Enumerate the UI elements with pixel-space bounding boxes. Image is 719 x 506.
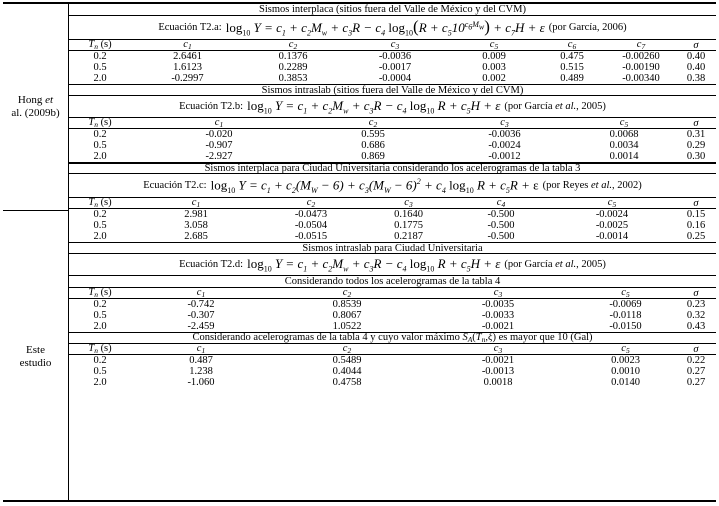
col-tn: $T_n$ (s) [88,197,112,209]
col-c1: $c_1$ [183,39,192,51]
col-c3: $c_3$ [493,287,503,299]
table-cell: 2.685 [184,231,208,242]
table-cell: 0.0023 [611,355,640,366]
equation-t2c-formula: $\log_{10} Y = c_1 + c_2(M_W - 6) + c_3(M_W - 6)^2 + c_4$ $\log_{10} R + c_5R + \varepsilon$ [210,176,539,195]
table-cell: 0.2 [93,209,107,220]
table-cell: -0.0017 [378,62,412,73]
section-1-title: Sismos interplaca (sitios fuera del Valle de México y del CVM) [259,4,526,15]
equation-t2c-reference: (por Reyes et al., 2002) [542,179,642,191]
group-este-estudio [3,212,68,502]
col-c5: $c_5$ [619,117,629,129]
table-cell: -0.0035 [481,299,515,310]
col-c2: $c_2$ [342,287,352,299]
table-cell: -0.0473 [294,209,328,220]
table-cell: 0.2 [93,51,107,62]
col-c3: $c_3$ [404,197,413,209]
table-cell: -0.500 [487,209,515,220]
table-cell: 2.0 [93,231,107,242]
table-cell: 0.2 [93,129,107,140]
table-row [69,299,716,310]
table-cell: 0.869 [361,151,385,162]
table-cell: -0.0118 [609,310,642,321]
group-este-label-1: Este [26,344,45,356]
table-cell: 0.009 [482,51,506,62]
table-cell: 0.487 [189,355,213,366]
col-c2: $c_2$ [342,343,352,355]
table-cell: 1.238 [189,366,213,377]
table-cell: 0.5 [93,62,107,73]
col-tn: $T_n$ (s) [88,39,112,51]
table-cell: 0.38 [686,73,706,84]
section-4a-rows [69,299,716,332]
table-cell: -0.0033 [481,310,515,321]
table-cell: 0.1640 [394,209,423,220]
section-4-subtitle-2: Considerando acelerogramas de la tabla 4 y cuyo valor máximo $S_A(T_n,\xi)$ es mayor que 10 (Gal) [192,332,593,344]
table-cell: 0.30 [686,151,706,162]
col-sigma: σ [693,39,699,51]
table-cell: -1.060 [187,377,215,388]
table-cell: -0.0515 [294,231,328,242]
table-row [69,73,716,84]
table-cell: 0.2 [93,355,107,366]
col-c3: $c_3$ [493,343,503,355]
table-cell: 0.5489 [332,355,362,366]
col-c2: $c_2$ [288,39,298,51]
group-column [3,4,68,500]
table-row [69,62,716,73]
table-cell: -0.0036 [378,51,412,62]
col-sigma: σ [693,287,699,299]
col-c6: $c_6$ [567,39,577,51]
table-cell: 0.515 [560,62,584,73]
table-cell: 0.25 [686,231,706,242]
table-cell: 2.0 [93,73,107,84]
table-cell: -0.0150 [609,321,642,332]
table-cell: 0.29 [686,140,706,151]
equation-t2b-formula: $\log_{10} Y = c_1 + c_2M_w + c_3R - c_4$ $\log_{10} R + c_5H + \varepsilon$ [247,97,501,116]
table-cell: -0.907 [205,140,233,151]
table-cell: 0.489 [560,73,584,84]
table-cell: 0.0140 [611,377,640,388]
table-cell: -0.0036 [488,129,521,140]
table-cell: 0.002 [482,73,506,84]
table-cell: 0.595 [361,129,385,140]
table-cell: 0.32 [686,310,706,321]
table-cell: -2.459 [187,321,215,332]
col-c2: $c_2$ [368,117,378,129]
section-4-subtitle-1: Considerando todos los acelerogramas de la tabla 4 [284,276,501,287]
col-c1: $c_1$ [191,197,201,209]
table-cell: 0.23 [686,299,706,310]
table-cell: -0.020 [205,129,233,140]
equation-t2a-reference: (por García, 2006) [548,22,627,33]
col-c4: $c_4$ [496,197,506,209]
group-hong-label-2: al. (2009b) [11,107,60,119]
section-4b-column-headers [69,344,716,355]
table-cell: 0.0034 [609,140,639,151]
table-row [69,151,716,162]
group-separator [3,210,68,211]
table-cell: -0.0004 [378,73,412,84]
table-cell: -0.0069 [609,299,642,310]
table-cell: 0.27 [686,366,706,377]
table-row [69,377,716,388]
equation-t2c-label: Ecuación T2.c: [143,179,207,191]
table-row [69,310,716,321]
col-c2: $c_2$ [306,197,316,209]
group-hong-et: et [45,94,54,106]
table-cell: 0.15 [686,209,706,220]
section-3-title: Sismos interplaca para Ciudad Universitaria considerando los acelerogramas de la tabla 3 [204,163,581,174]
table-cell: 0.22 [686,355,706,366]
table-row [69,140,716,151]
col-sigma: σ [693,117,699,129]
coefficients-table [3,2,716,502]
section-3-rows [69,209,716,242]
table-cell: 0.003 [482,62,506,73]
table-cell: -0.0025 [595,220,629,231]
col-tn: $T_n$ (s) [88,343,112,355]
section-1-column-headers [69,40,716,51]
section-2-equation [69,96,716,118]
table-cell: 2.981 [184,209,208,220]
table-cell: -0.0024 [595,209,629,220]
table-cell: -0.500 [487,231,515,242]
section-3-header [69,162,716,174]
table-cell: 2.0 [93,151,107,162]
table-cell: 0.16 [686,220,706,231]
group-hong-label-1: Hong [17,94,46,106]
col-tn: $T_n$ (s) [88,287,112,299]
table-cell: -0.500 [487,220,515,231]
table-cell: -0.0021 [481,321,515,332]
table-cell: -0.0021 [481,355,515,366]
col-tn: $T_n$ (s) [88,117,112,129]
equation-t2a-label: Ecuación T2.a: [158,22,222,33]
table-cell: 2.0 [93,321,107,332]
table-cell: -0.0012 [488,151,521,162]
table-cell: -0.00260 [622,51,660,62]
equation-t2b-label: Ecuación T2.b: [179,101,244,112]
table-cell: 0.0068 [609,129,639,140]
table-row [69,209,716,220]
col-c5: $c_5$ [489,39,499,51]
table-cell: -0.00340 [622,73,660,84]
col-sigma: σ [693,197,699,209]
col-c1: $c_1$ [196,343,206,355]
table-cell: -0.0504 [294,220,328,231]
section-3-column-headers [69,198,716,209]
section-2-title: Sismos intraslab (sitios fuera del Valle de México y del CVM) [261,84,524,96]
table-cell: -0.00190 [622,62,660,73]
table-cell: 0.43 [686,321,706,332]
table-cell: 0.5 [93,140,107,151]
section-1-header [69,4,716,16]
table-cell: -0.307 [187,310,215,321]
col-sigma: σ [693,343,699,355]
table-cell: -0.0013 [481,366,515,377]
table-cell: 0.0010 [611,366,640,377]
table-row [69,129,716,140]
group-este-label-2: estudio [19,357,52,369]
section-2-column-headers [69,118,716,129]
table-cell: 0.2 [93,299,107,310]
table-cell: 0.475 [560,51,584,62]
col-c7: $c_7$ [636,39,646,51]
col-c3: $c_3$ [500,117,509,129]
table-row [69,366,716,377]
table-cell: 0.8067 [332,310,362,321]
table-row [69,355,716,366]
table-cell: -0.0024 [488,140,521,151]
equation-t2d-reference: (por García et al., 2005) [504,259,606,270]
table-cell: 1.6123 [173,62,202,73]
table-cell: 3.058 [184,220,208,231]
table-cell: -2.927 [205,151,233,162]
table-cell: 0.27 [686,377,706,388]
col-c1: $c_1$ [196,287,206,299]
section-4-equation [69,254,716,276]
table-cell: 0.4758 [332,377,362,388]
table-row [69,231,716,242]
section-2-rows [69,129,716,162]
table-cell: -0.0014 [595,231,629,242]
col-c1: $c_1$ [214,117,224,129]
table-body [68,4,716,500]
table-row [69,51,716,62]
table-cell: 0.5 [93,366,107,377]
col-c3: $c_3$ [390,39,400,51]
table-cell: 0.1775 [394,220,423,231]
col-c5: $c_5$ [621,287,630,299]
table-cell: 0.1376 [278,51,308,62]
equation-t2b-reference: (por García et al., 2005) [504,101,606,112]
section-4b-rows [69,355,716,388]
col-c5: $c_5$ [621,343,630,355]
equation-t2d-label: Ecuación T2.d: [179,259,244,270]
table-cell: 0.5 [93,310,107,321]
section-4a-column-headers [69,288,716,299]
table-row [69,220,716,231]
section-4-title: Sismos intraslab para Ciudad Universitaria [302,242,483,254]
group-hong [3,4,68,210]
table-cell: 0.5 [93,220,107,231]
equation-t2a-formula: $\log_{10} Y = c_1 + c_2M_w + c_3R - c_4$ $\log_{10}(R + c_510^{c_6M_w}) + c_7H + \varepsilon$ [225,17,545,38]
table-cell: 2.6461 [173,51,202,62]
equation-t2d-formula: $\log_{10} Y = c_1 + c_2M_w + c_3R - c_4$ $\log_{10} R + c_5H + \varepsilon$ [247,255,501,274]
table-cell: -0.2997 [171,73,204,84]
table-cell: 0.40 [686,51,706,62]
table-cell: -0.742 [187,299,215,310]
section-1-rows [69,51,716,84]
table-cell: 0.686 [361,140,385,151]
table-cell: 1.0522 [332,321,362,332]
section-1-equation [69,16,716,40]
table-cell: 0.40 [686,62,706,73]
section-2-header [69,84,716,96]
table-cell: 0.0018 [483,377,513,388]
table-cell: 0.8539 [332,299,362,310]
table-cell: 0.0014 [609,151,639,162]
table-cell: 0.2289 [278,62,308,73]
table-cell: 0.2187 [394,231,423,242]
table-cell: 0.31 [686,129,706,140]
table-cell: 2.0 [93,377,107,388]
col-c5: $c_5$ [607,197,617,209]
table-cell: 0.4044 [332,366,362,377]
table-cell: 0.3853 [278,73,308,84]
table-row [69,321,716,332]
section-3-equation [69,174,716,198]
section-4-header [69,242,716,254]
